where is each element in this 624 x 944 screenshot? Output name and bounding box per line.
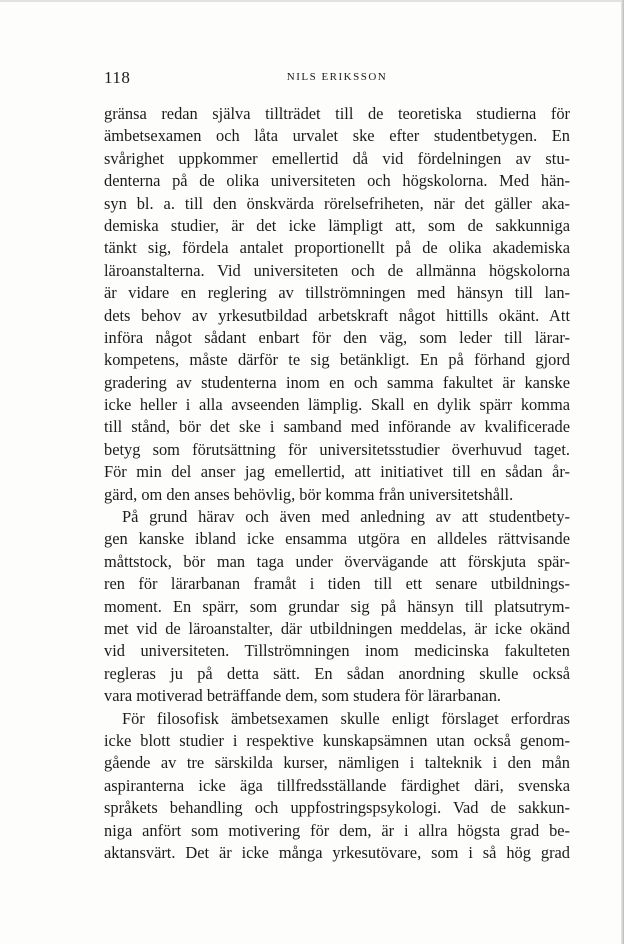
- text-line: icke heller i alla avseenden lämplig. Skall en dylik spärr komma: [104, 395, 570, 415]
- text-line: svårighet uppkommer emellertid då vid fördelningen av stu-: [104, 148, 570, 168]
- text-line: måttstock, bör man taga under övervägande att förskjuta spär-: [104, 551, 570, 571]
- text-line: betyg som förutsättning för universitetsstudier överhuvud taget.: [104, 439, 570, 459]
- text-line: denterna på de olika universiteten och högskolorna. Med hän-: [104, 171, 570, 191]
- text-line: gränsa redan själva tillträdet till de teoretiska studierna för: [104, 104, 570, 123]
- text-line: vara motiverad beträffande dem, som studera för lärarbanan.: [104, 686, 501, 706]
- running-head: NILS ERIKSSON: [286, 71, 388, 83]
- text-line: kompetens, måste därför te sig betänkligt. En på förhand gjord: [104, 350, 570, 370]
- text-line: För filosofisk ämbetsexamen skulle enligt förslaget erfordras: [122, 708, 570, 728]
- text-line: syn bl. a. till den önskvärda rörelsefriheten, när det gäller aka-: [104, 193, 570, 213]
- text-line: gående av tre särskilda kurser, nämligen i talteknik i den mån: [104, 753, 570, 773]
- page-number: 118: [104, 68, 131, 87]
- page-header: [104, 68, 570, 88]
- text-line: aktansvärt. Det är icke många yrkesutövare, som i så hög grad: [104, 842, 570, 862]
- text-line: läroanstalterna. Vid universiteten och de allmänna högskolorna: [104, 260, 570, 280]
- body-text: [104, 103, 570, 864]
- text-line: moment. En spärr, som grundar sig på hänsyn till platsutrym-: [104, 596, 570, 616]
- text-line: tänkt sig, fördela antalet proportionellt på de olika akademiska: [104, 238, 570, 258]
- text-line: icke blott studier i respektive kunskapsämnen utan också genom-: [104, 730, 570, 750]
- text-line: För min del anser jag emellertid, att initiativet till en sådan år-: [104, 462, 570, 482]
- text-line: är vidare en reglering av tillströmningen med hänsyn till lan-: [104, 283, 570, 303]
- text-line: aspiranterna icke äga tillfredsställande färdighet däri, svenska: [104, 775, 570, 795]
- text-line: På grund härav och även med anledning av att studentbety-: [122, 507, 570, 527]
- text-line: met vid de läroanstalter, där utbildningen meddelas, är icke okänd: [104, 618, 570, 638]
- text-line: gen kanske ibland icke ensamma utgöra en alldeles rättvisande: [104, 529, 570, 549]
- text-line: gärd, om den anses behövlig, bör komma från universitetshåll.: [104, 484, 514, 504]
- text-line: vid universiteten. Tillströmningen inom medicinska fakulteten: [104, 641, 570, 661]
- text-line: ren för lärarbanan framåt i tiden till ett senare utbildnings-: [104, 574, 570, 594]
- text-line: gradering av studenterna inom en och samma fakultet är kanske: [104, 372, 570, 392]
- text-line: niga anfört som motivering för dem, är i allra högsta grad be-: [104, 820, 570, 840]
- text-line: dets behov av yrkesutbildad arbetskraft något hittills okänt. Att: [104, 305, 570, 325]
- text-line: till stånd, bör det ske i samband med införande av kvalificerade: [104, 417, 570, 437]
- page-top-edge: [0, 0, 624, 2]
- text-line: regleras ju på detta sätt. En sådan anordning skulle också: [104, 663, 570, 683]
- text-line: införa något sådant enbart för den väg, som leder till lärar-: [104, 327, 570, 347]
- text-line: ämbetsexamen och låta urvalet ske efter studentbetygen. En: [104, 126, 570, 146]
- text-line: språkets behandling och uppfostringspsykologi. Vad de sakkun-: [104, 798, 570, 818]
- text-line: demiska studier, är det icke lämpligt att, som de sakkunniga: [104, 215, 570, 235]
